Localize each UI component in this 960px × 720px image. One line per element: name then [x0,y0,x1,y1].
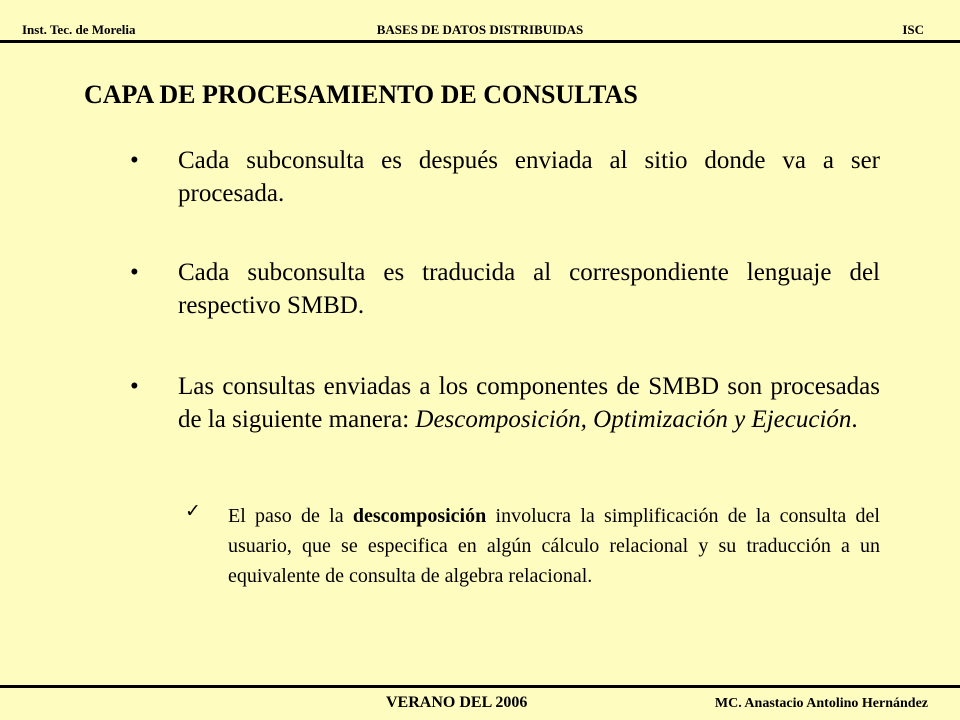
subpoint-text-end: involucra la simplificación de la consulta del usuario, que se especifica en algún cálculo relacional y su traducción a un equivalente de consulta de algebra relacional. [228,505,880,587]
header-divider [0,40,960,43]
subpoint-text-bold: descomposición [352,505,487,527]
bullet-text-3 [178,370,880,436]
footer-author: MC. Anastacio Antolino Hernández [714,696,928,711]
header-institution: Inst. Tec. de Morelia [22,22,136,37]
bullet-marker-1: • [130,147,139,174]
header-program: ISC [902,22,924,37]
bullet-text-3-plain: Las consultas enviadas a los componentes de SMBD son procesadas de la siguiente manera: [178,373,880,433]
bullet-marker-3: • [130,373,139,400]
subpoint-text [228,501,880,591]
checkmark-icon: ✓ [185,500,201,522]
footer-term: VERANO DEL 2006 [386,694,528,711]
bullet-text-3-italic: Descomposición, Optimización y Ejecución [415,406,852,433]
bullet-text-2: Cada subconsulta es traducida al correspondiente lenguaje del respectivo SMBD. [178,259,880,319]
slide-title: CAPA DE PROCESAMIENTO DE CONSULTAS [84,80,638,109]
bullet-text-3-end: . [851,406,858,433]
subpoint-text-start: El paso de la [228,505,353,527]
bullet-marker-2: • [130,259,139,286]
header-course-title: BASES DE DATOS DISTRIBUIDAS [376,22,584,37]
bullet-text-1: Cada subconsulta es después enviada al sitio donde va a ser procesada. [178,147,880,207]
footer-divider [0,685,960,688]
